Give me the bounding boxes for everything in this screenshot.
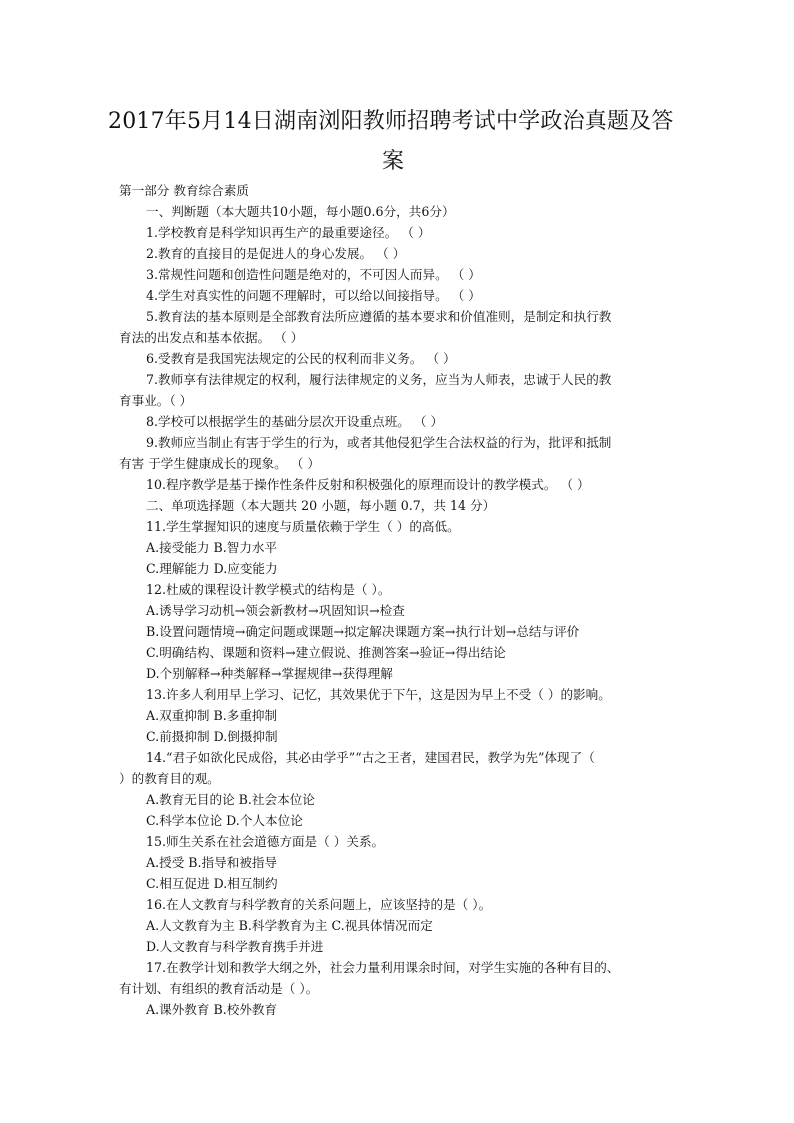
section-heading: 第一部分 教育综合素质 bbox=[119, 183, 249, 198]
option-line: C.明确结构、课题和资料→建立假说、推测答案→验证→得出结论 bbox=[146, 645, 506, 660]
question-line-cont: ）的教育目的观。 bbox=[119, 771, 220, 786]
question-line: 15.师生关系在社会道德方面是（ ）关系。 bbox=[146, 834, 385, 849]
question-line: 5.教育法的基本原则是全部教育法所应遵循的基本要求和价值准则，是制定和执行教 bbox=[146, 309, 612, 324]
question-line-cont: 有计划、有组织的教育活动是（ ）。 bbox=[119, 981, 319, 996]
subsection-heading: 一、判断题（本大题共10小题，每小题0.6分，共6分） bbox=[146, 204, 455, 219]
option-line: D.个别解释→种类解释→掌握规律→获得理解 bbox=[146, 666, 393, 681]
document-title-line-1: 2017年5月14日湖南浏阳教师招聘考试中学政治真题及答 bbox=[108, 109, 674, 134]
question-line: 2.教育的直接目的是促进人的身心发展。 （ ） bbox=[146, 246, 406, 261]
option-line: C.理解能力 D.应变能力 bbox=[146, 561, 278, 576]
option-line: B.设置问题情境→确定问题或课题→拟定解决课题方案→执行计划→总结与评价 bbox=[146, 624, 580, 639]
question-line: 11.学生掌握知识的速度与质量依赖于学生（ ）的高低。 bbox=[146, 519, 460, 534]
question-line-cont: 有害 于学生健康成长的现象。 （ ） bbox=[119, 456, 320, 471]
question-line: 10.程序教学是基于操作性条件反射和积极强化的原理而设计的教学模式。 （ ） bbox=[146, 477, 590, 492]
question-line: 9.教师应当制止有害于学生的行为，或者其他侵犯学生合法权益的行为，批评和抵制 bbox=[146, 435, 612, 450]
question-line: 3.常规性问题和创造性问题是绝对的，不可因人而异。 （ ） bbox=[146, 267, 481, 282]
option-line: A.双重抑制 B.多重抑制 bbox=[146, 708, 278, 723]
question-line-cont: 育法的出发点和基本依据。 （ ） bbox=[119, 330, 304, 345]
question-line: 6.受教育是我国宪法规定的公民的权利而非义务。 （ ） bbox=[146, 351, 456, 366]
question-line: 16.在人文教育与科学教育的关系问题上，应该坚持的是（ ）。 bbox=[146, 897, 492, 912]
option-line: D.人文教育与科学教育携手并进 bbox=[146, 939, 324, 954]
option-line: A.课外教育 B.校外教育 bbox=[146, 1002, 278, 1017]
question-line-cont: 育事业。（ ） bbox=[119, 393, 193, 408]
question-line: 17.在教学计划和教学大纲之外，社会力量利用课余时间，对学生实施的各种有目的、 bbox=[146, 960, 620, 975]
question-line: 4.学生对真实性的问题不理解时，可以给以间接指导。 （ ） bbox=[146, 288, 481, 303]
option-line: A.教育无目的论 B.社会本位论 bbox=[146, 792, 315, 807]
option-line: A.诱导学习动机→领会新教材→巩固知识→检查 bbox=[146, 603, 405, 618]
question-line: 7.教师享有法律规定的权利，履行法律规定的义务，应当为人师表，忠诚于人民的教 bbox=[146, 372, 612, 387]
option-line: C.前摄抑制 D.倒摄抑制 bbox=[146, 729, 278, 744]
option-line: C.科学本位论 D.个人本位论 bbox=[146, 813, 303, 828]
question-line: 8.学校可以根据学生的基础分层次开设重点班。 （ ） bbox=[146, 414, 444, 429]
question-line: 12.杜威的课程设计教学模式的结构是（ ）。 bbox=[146, 582, 391, 597]
document-title-line-2: 案 bbox=[382, 149, 405, 174]
option-line: A.授受 B.指导和被指导 bbox=[146, 855, 278, 870]
question-line: 14.“君子如欲化民成俗，其必由学乎”“古之王者，建国君民，教学为先”体现了（ bbox=[146, 750, 595, 765]
subsection-heading: 二、单项选择题（本大题共 20 小题，每小题 0.7，共 14 分） bbox=[146, 498, 496, 513]
option-line: C.相互促进 D.相互制约 bbox=[146, 876, 278, 891]
question-line: 1.学校教育是科学知识再生产的最重要途径。 （ ） bbox=[146, 225, 431, 240]
option-line: A.接受能力 B.智力水平 bbox=[146, 540, 278, 555]
option-line: A.人文教育为主 B.科学教育为主 C.视具体情况而定 bbox=[146, 918, 433, 933]
question-line: 13.许多人利用早上学习、记忆，其效果优于下午，这是因为早上不受（ ）的影响。 bbox=[146, 687, 611, 702]
